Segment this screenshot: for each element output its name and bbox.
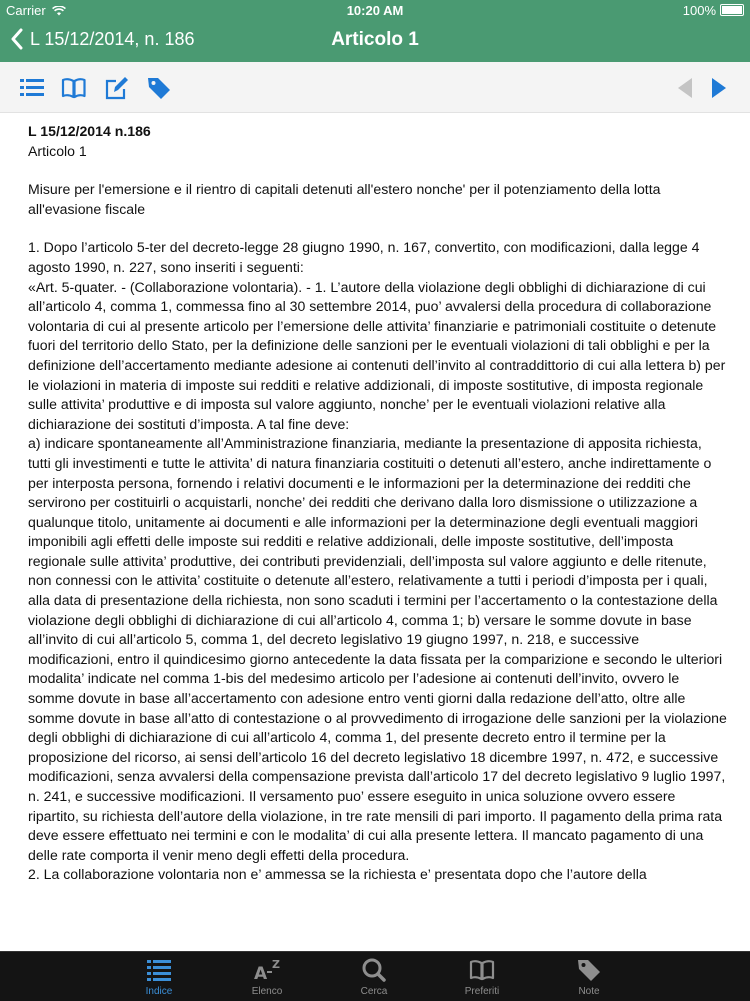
status-bar: [0, 0, 750, 20]
tab-label: Elenco: [251, 986, 283, 997]
back-button-label: L 15/12/2014, n. 186: [30, 28, 195, 49]
az-icon: [253, 957, 281, 983]
back-button[interactable]: [10, 28, 194, 50]
list-icon: [19, 75, 45, 101]
tab-label: Note: [578, 986, 600, 997]
tab-preferiti[interactable]: [437, 952, 527, 1001]
prev-arrow-icon: [672, 75, 698, 101]
book-icon: [61, 75, 87, 101]
carrier-text: Carrier: [6, 3, 46, 18]
previous-article-button[interactable]: [672, 75, 698, 101]
tab-label: Preferiti: [464, 986, 500, 997]
law-reference: L 15/12/2014 n.186: [28, 123, 151, 139]
next-arrow-icon: [706, 75, 732, 101]
tab-note[interactable]: [544, 952, 634, 1001]
book-icon: [468, 957, 496, 983]
svg-text:Z: Z: [272, 958, 280, 971]
article-body: 1. Dopo l’articolo 5-ter del decreto-legge 28 giugno 1990, n. 167, convertito, con modificazioni, dalla legge 4 agosto 1990, n. 227, sono inseriti i seguenti: «Art. 5-quater. - (Collaborazione volontaria). - 1. L’autore della violazione degli obblighi di dichiarazione di cui all’articolo 4, comma 1, commessa fino al 30 settembre 2014, puo’ avvalersi della procedura di collaborazione volontaria di cui al presente articolo per l’emersione delle attivita’ finanziarie e patrimoniali costituite o detenute fuori del territorio dello Stato, per la definizione delle sanzioni per le eventuali violazioni di tali obblighi e per la definizione dell’accertamento mediante adesione ai contenuti dell’invito al contraddittorio di cui alla lettera b) per le violazioni in materia di imposte sui redditi e relative addizionali, di imposte sostitutive, di imposta regionale sulle attivita’ produttive e di imposta sul valore aggiunto, nonche’ per le eventuali violazioni relative alla dichiarazione dei sostituti d’imposta. A tal fine deve: a) indicare spontaneamente all’Amministrazione finanziaria, mediante la presentazione di apposita richiesta, tutti gli investimenti e tutte le attivita’ di natura finanziaria costituiti o detenuti all’estero, anche indirettamente o per interposta persona, fornendo i relativi documenti e le informazioni per la determinazione dei redditi che servirono per costituirli o acquistarli, nonche’ dei redditi che derivano dalla loro dismissione o utilizzazione a qualunque titolo, unitamente ai documenti e alle informazioni per la determinazione degli eventuali maggiori imponibili agli effetti delle imposte sui redditi e relative addizionali, delle imposte sostitutive, dell’imposta regionale sulle attivita’ produttive, dei contributi previdenziali, dell’imposta sul valore aggiunto e delle ritenute, non connessi con le attivita’ costituite o detenute all’estero, relativamente a tutti i periodi d’imposta per i quali, alla data di presentazione della richiesta, non sono scaduti i termini per l’accertamento o la contestazione della violazione degli obblighi di dichiarazione di cui all’articolo 4, comma 1; b) versare le somme dovute in base all’invito di cui all’articolo 5, comma 1, del decreto legislativo 19 giugno 1997, n. 218, e successive modificazioni, entro il quindicesimo giorno antecedente la data fissata per la comparizione e secondo le ulteriori modalita’ indicate nel comma 1-bis del medesimo articolo per l’adesione ai contenuti dell’invito, ovvero le somme dovute in base all’accertamento con adesione entro venti giorni dalla redazione dell’atto, oltre alle somme dovute in base all’atto di contestazione o al provvedimento di irrogazione delle sanzioni per la violazione degli obblighi di dichiarazione di cui all’articolo 4, comma 1, del presente decreto entro il termine per la proposizione del ricorso, ai sensi dell’articolo 16 del decreto legislativo 18 dicembre 1997, n. 472, e successive modificazioni, senza avvalersi della compensazione prevista dall’articolo 17 del decreto legislativo 9 luglio 1997, n. 241, e successive modificazioni. Il versamento puo’ essere eseguito in unica soluzione ovvero essere ripartito, su richiesta dell’autore della violazione, in tre rate mensili di pari importo. Il pagamento della prima rata deve essere effettuato nei termini e con le modalita’ di cui alla presente lettera. Il mancato pagamento di una delle rate comporta il venir meno degli effetti della procedura. 2. La collaborazione volontaria non e’ ammessa se la richiesta e’ presentata dopo che l’autore della: [28, 239, 727, 883]
chevron-left-icon: [10, 28, 24, 50]
article-heading: Misure per l'emersione e il rientro di capitali detenuti all'estero nonche' per il potenziamento della lotta all'evasione fiscale: [28, 181, 661, 217]
tag-icon: [146, 75, 172, 101]
clock: 10:20 AM: [346, 3, 404, 18]
search-icon: [360, 957, 388, 983]
battery-icon: [720, 4, 744, 16]
navigation-bar: [0, 20, 750, 62]
edit-icon: [104, 75, 130, 101]
edit-note-button[interactable]: [104, 75, 130, 101]
tag-icon: [575, 957, 603, 983]
tag-button[interactable]: [146, 75, 172, 101]
svg-text:A: A: [254, 964, 268, 983]
article-content: [28, 122, 728, 885]
tab-cerca[interactable]: [329, 952, 419, 1001]
tab-bar: [0, 951, 750, 1001]
tab-elenco[interactable]: [222, 952, 312, 1001]
battery-text: 100%: [682, 3, 716, 18]
article-number: Articolo 1: [28, 142, 87, 159]
list-icon: [145, 957, 173, 983]
battery-indicator: [683, 3, 744, 18]
next-article-button[interactable]: [706, 75, 732, 101]
toolbar: [0, 62, 750, 113]
tab-indice[interactable]: [114, 952, 204, 1001]
reader-button[interactable]: [61, 75, 87, 101]
page-title: Articolo 1: [331, 29, 419, 50]
tab-label: Cerca: [360, 986, 388, 997]
tab-label: Indice: [145, 986, 173, 997]
index-list-button[interactable]: [19, 75, 45, 101]
